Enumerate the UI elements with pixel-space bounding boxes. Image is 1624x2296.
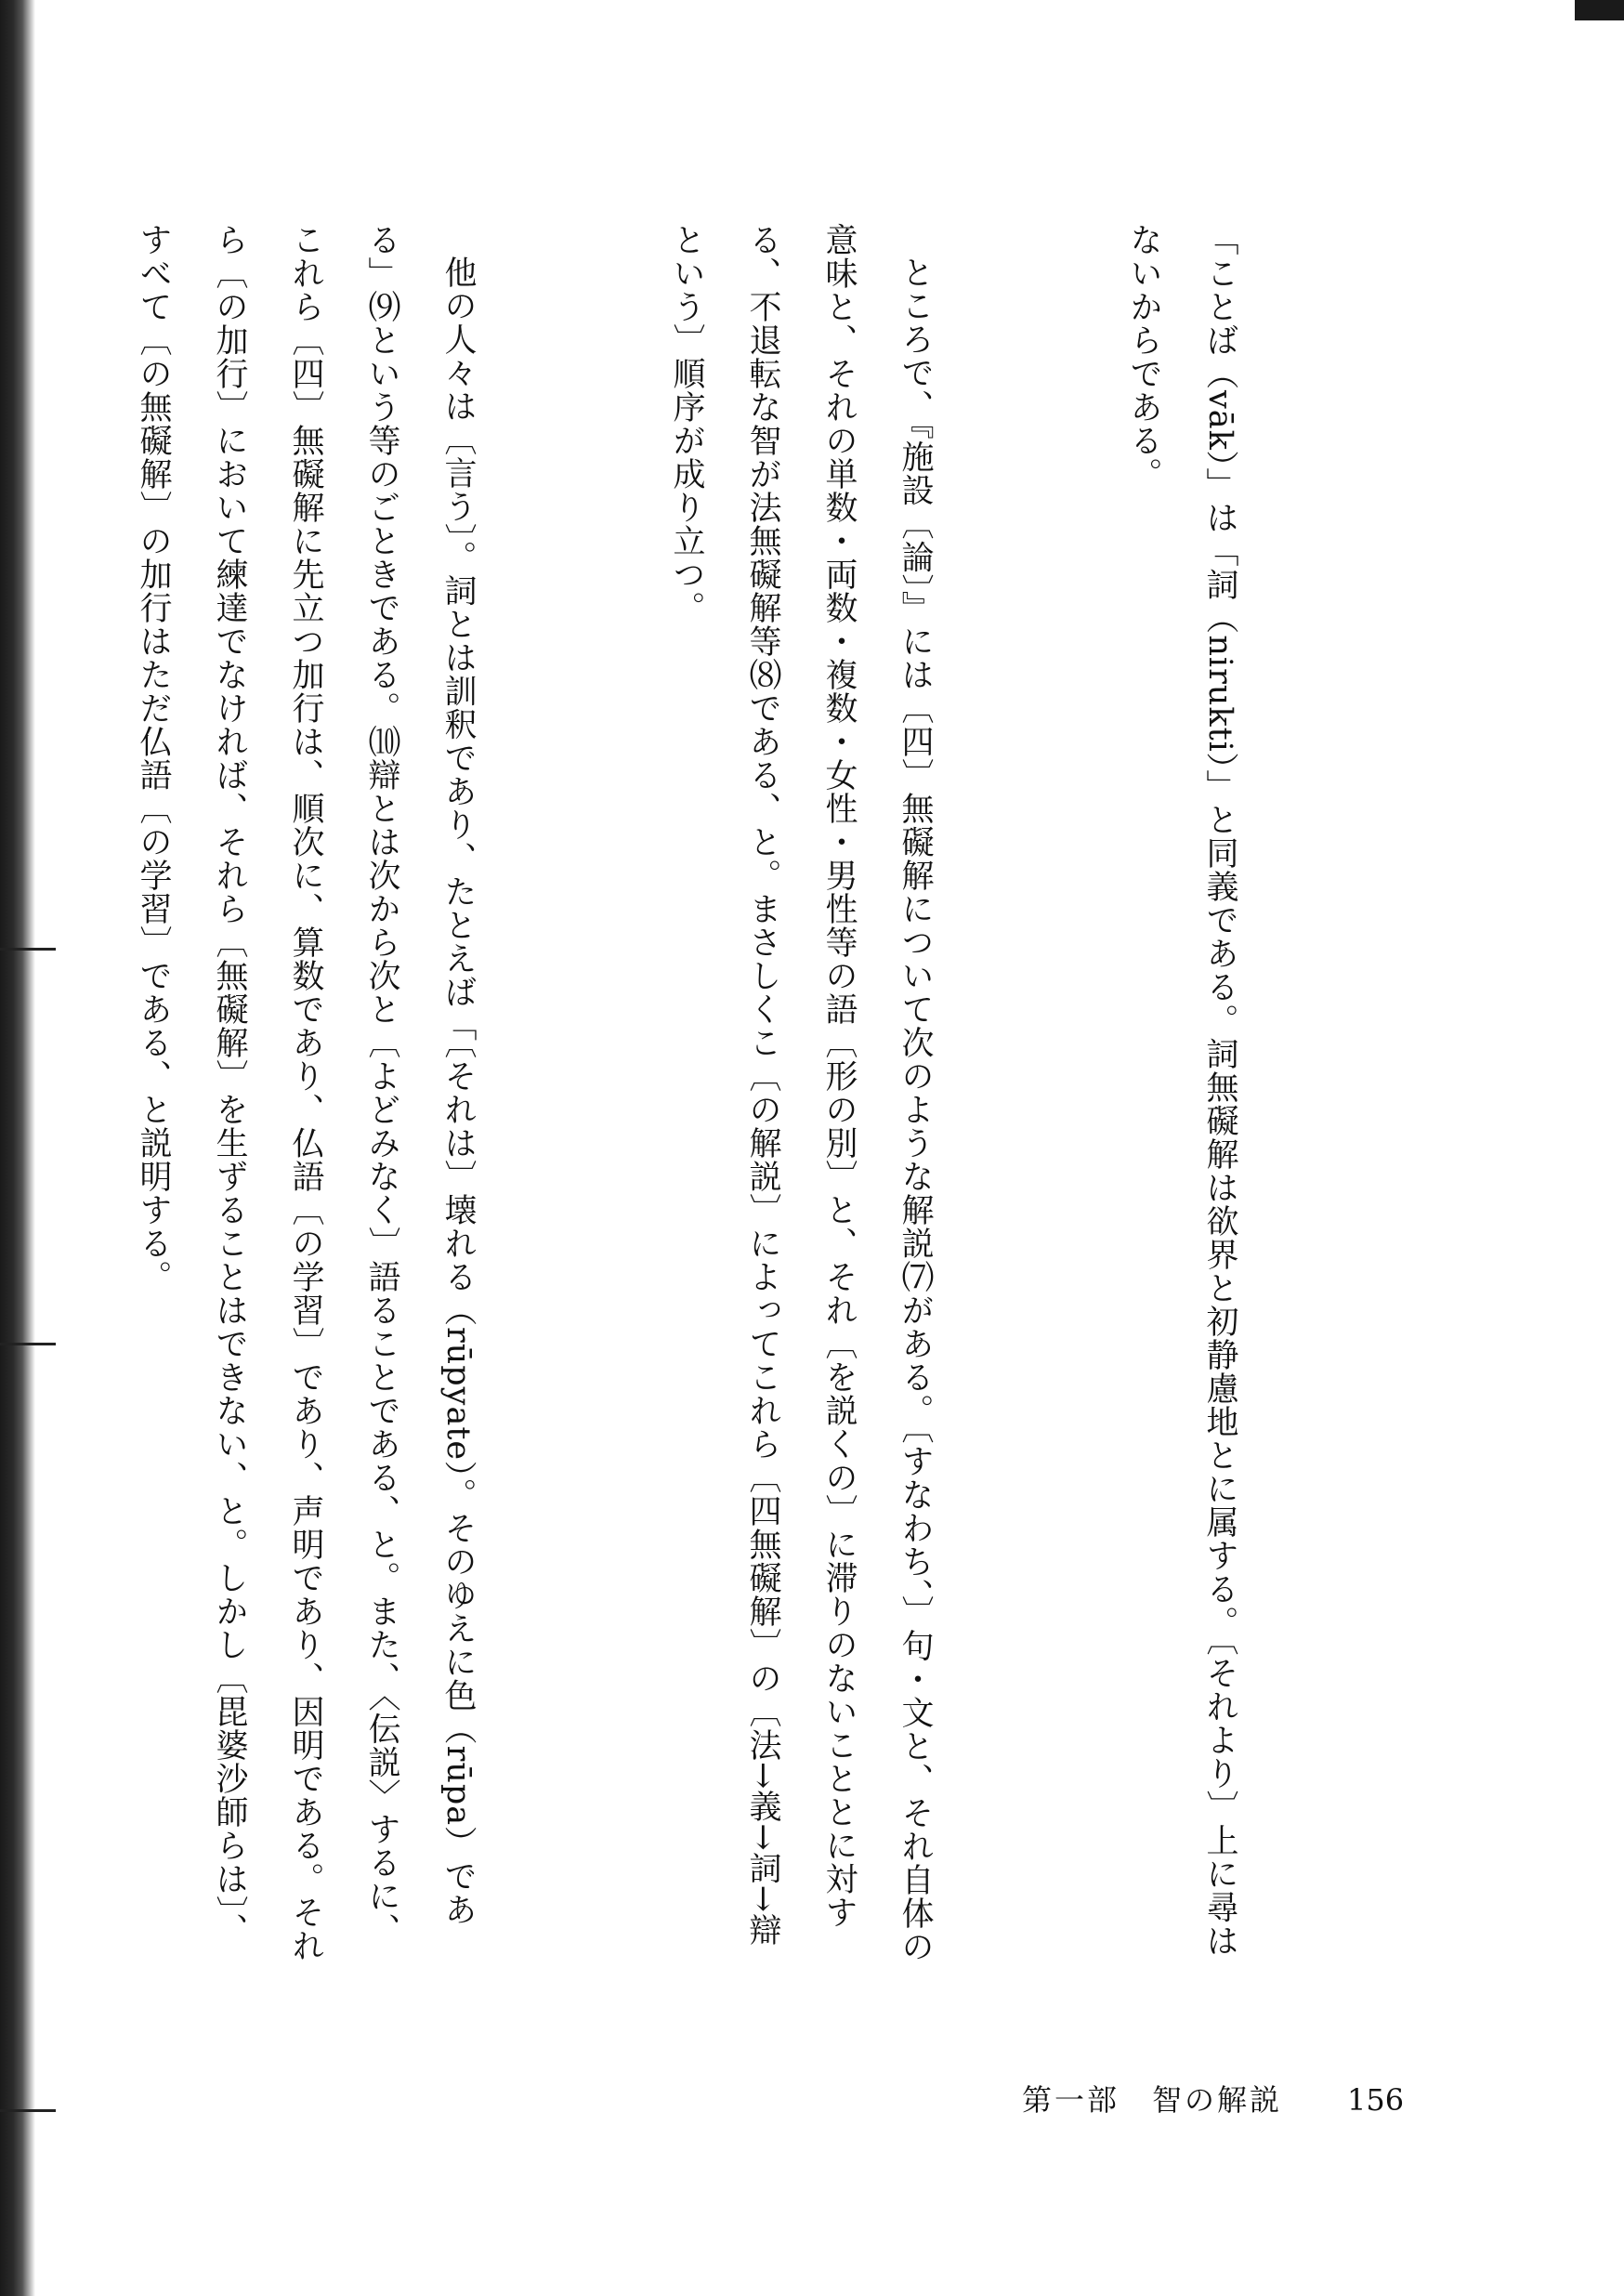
running-head xyxy=(1022,2077,1404,2119)
crop-mark-bottom xyxy=(0,2109,56,2112)
paragraph-1: 「ことば（vāk）」は「詞（nirukti）」と同義である。詞無礙解は欲界と初静慮地とに属する。〔それより〕上に尋はないからである。 xyxy=(1125,223,1238,1958)
paragraph-3: 他の人々は〔言う〕。詞とは訓釈であり、たとえば「〔それは〕壊れる（rūpyate）。そのゆえに色（rūpa）である」⑼という等のごときである。⑽辯とは次から次と〔よどみなく〕語ることである、と。また、〈伝説〉するに、これら〔四〕無礙解に先立つ加行は、順次に、算数であり、仏語〔の学習〕であり、声明であり、因明である。それら〔の加行〕において練達でなければ、それら〔無礙解〕を生ずることはできない、と。しかし〔毘婆沙師らは〕、すべて〔の無礙解〕の加行はただ仏語〔の学習〕である、と説明する。 xyxy=(135,223,477,1962)
running-head-title: 第一部 智の解説 xyxy=(1022,2082,1283,2118)
page-number: 156 xyxy=(1347,2082,1405,2118)
paragraph-2: ところで、『施設〔論〕』には〔四〕無礙解について次のような解説⑺がある。〔すなわち、〕句・文と、それ自体の意味と、それの単数・両数・複数・女性・男性等の語〔形の別〕と、それ〔を説くの〕に滞りのないこととに対する、不退転な智が法無礙解等⑻である、と。まさしくこ〔の解説〕によってこれら〔四無礙解〕の〔法→義→詞→辯という〕順序が成り立つ。 xyxy=(668,223,934,1963)
scan-edge-top xyxy=(1575,0,1624,20)
body-text xyxy=(0,223,1410,1970)
